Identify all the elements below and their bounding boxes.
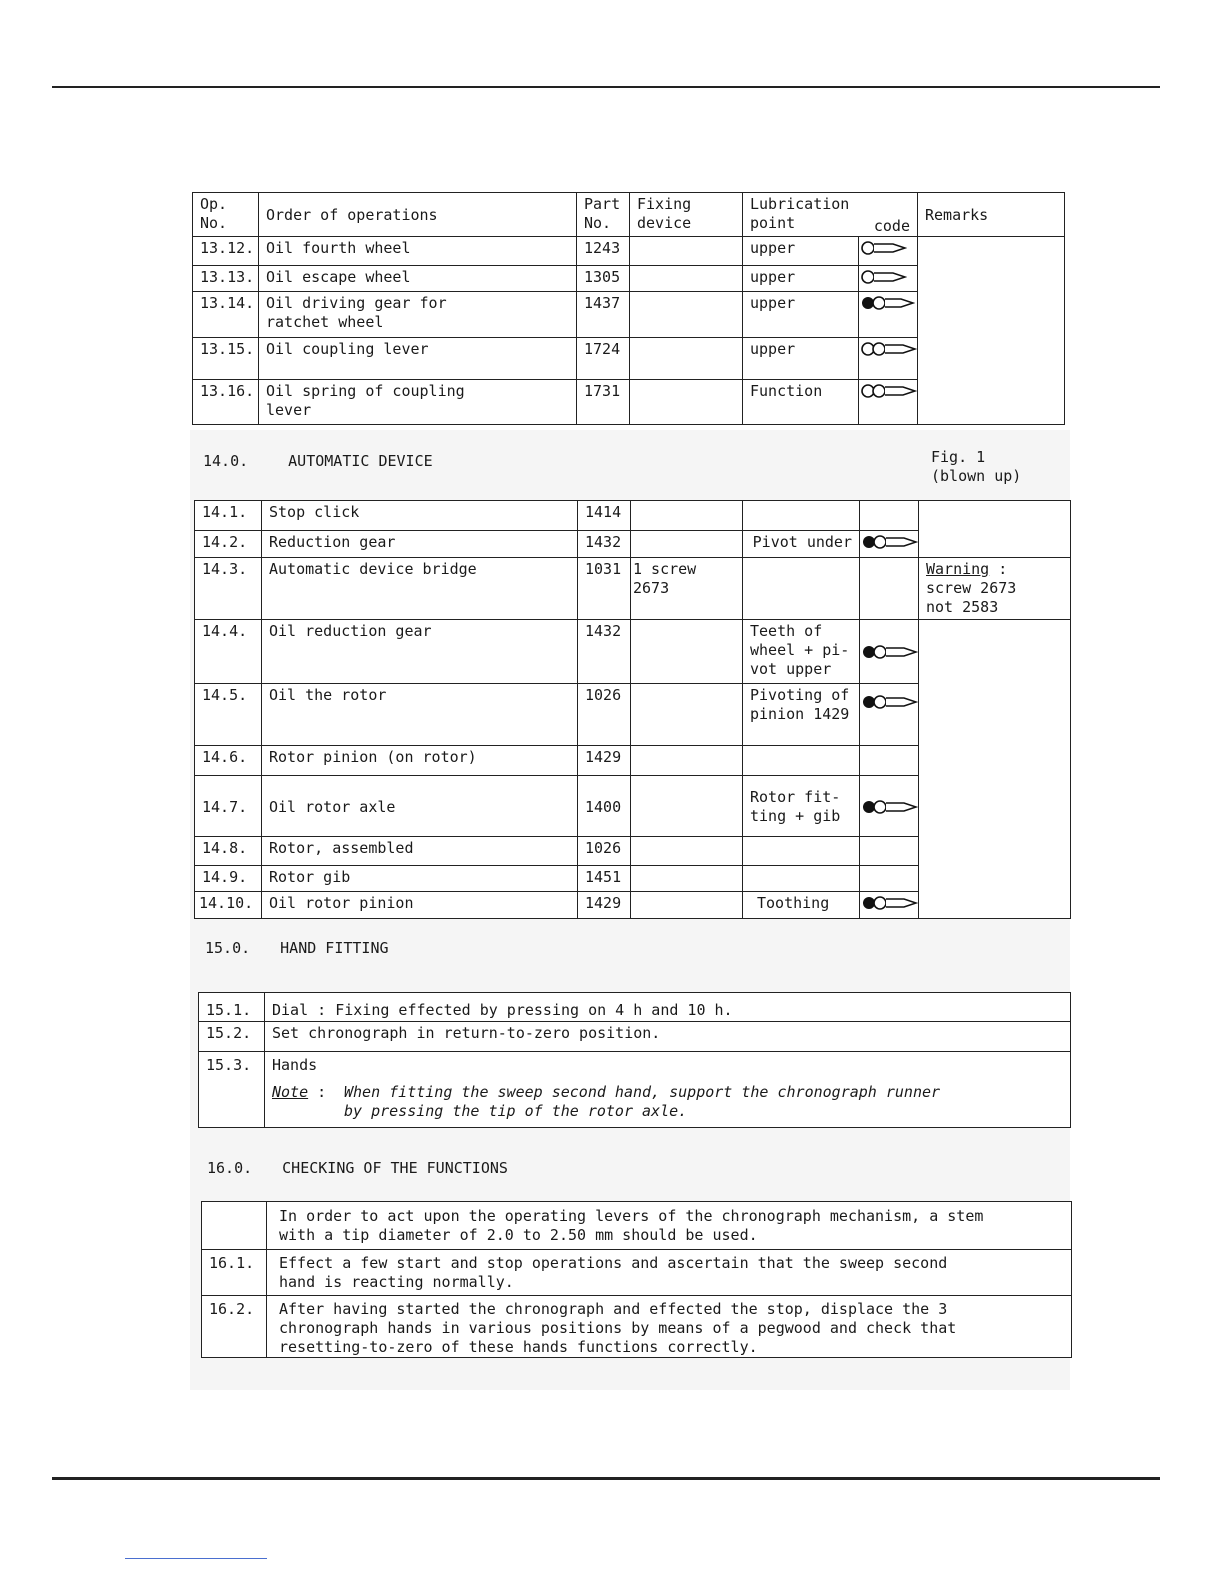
operation-text: Oil fourth wheel [259,237,577,266]
part-number: 1243 [577,237,630,266]
lubrication-code [860,837,919,866]
lubrication-point: upper [743,237,859,266]
fixing-device [630,338,743,380]
table-row [202,1296,1072,1358]
lubrication-point [743,501,860,531]
operation-text [265,1052,1071,1128]
lubrication-point [743,837,860,866]
op-number: 16.1. [202,1250,267,1296]
fixing-device [630,292,743,338]
top-rule [52,86,1160,88]
hand-fitting-table [198,992,1071,1128]
header-remarks: Remarks [918,193,1065,237]
table-row [195,501,1071,531]
lubrication-code [859,237,918,266]
part-number: 1724 [577,338,630,380]
section-title: HAND FITTING [280,939,389,957]
operation-text: Rotor pinion (on rotor) [262,746,578,776]
operations-table-13 [192,192,1065,425]
operation-text: Rotor gib [262,866,578,892]
warning-text: : screw 2673 not 2583 [926,560,1017,616]
lubrication-code [860,866,919,892]
op-number: 14.10. [195,892,262,919]
operation-text: Rotor, assembled [262,837,578,866]
op-number: 14.6. [195,746,262,776]
table-row [199,1052,1071,1128]
lubrication-point [743,558,860,620]
op-number: 15.3. [199,1052,265,1128]
figure-reference: Fig. 1 (blown up) [931,448,1022,485]
op-number: 13.12. [193,237,259,266]
operation-text: Reduction gear [262,531,578,558]
operation-text: Oil driving gear for ratchet wheel [259,292,577,338]
operation-text: Automatic device bridge [262,558,578,620]
header-lubrication-code: code [859,193,918,237]
footer-link-line [125,1558,267,1559]
part-number: 1432 [578,620,631,684]
table-row [193,237,1065,266]
lubrication-code [860,558,919,620]
operation-text: Oil spring of coupling lever [259,380,577,425]
oil-symbol-filled-open-icon [860,799,918,817]
operation-text: Dial : Fixing effected by pressing on 4 h and 10 h. [265,993,1071,1022]
op-number: 15.1. [199,993,265,1022]
fixing-device [631,892,743,919]
fixing-device [631,620,743,684]
operation-text: Oil reduction gear [262,620,578,684]
part-number: 1429 [578,746,631,776]
table-row [202,1250,1072,1296]
lubrication-point: Function [743,380,859,425]
oil-symbol-filled-open-icon [860,694,918,712]
lubrication-point: Toothing [743,892,860,919]
section-number: 14.0. [203,452,249,470]
lubrication-point: Pivoting of pinion 1429 [743,684,860,746]
header-op-no: Op. No. [193,193,259,237]
op-number: 15.2. [199,1022,265,1052]
lubrication-code [859,292,918,338]
section-number: 15.0. [205,939,251,957]
operation-text: Oil the rotor [262,684,578,746]
operation-text: Oil coupling lever [259,338,577,380]
checking-functions-table [201,1201,1072,1358]
remarks-cell [919,620,1071,919]
lubrication-point [743,746,860,776]
remarks-cell [919,501,1071,558]
oil-symbol-filled-open-icon [860,644,918,662]
operation-text: Oil rotor axle [262,776,578,837]
op-number: 13.14. [193,292,259,338]
operation-text: Stop click [262,501,578,531]
op-number: 14.3. [195,558,262,620]
part-number: 1451 [578,866,631,892]
table-row [202,1202,1072,1250]
fixing-device [631,531,743,558]
part-number: 1305 [577,266,630,292]
part-number: 1031 [578,558,631,620]
lubrication-point: upper [743,292,859,338]
fixing-device [631,501,743,531]
header-lubrication-point: Lubrication point [743,193,859,237]
lubrication-code [860,776,919,837]
op-number: 14.8. [195,837,262,866]
part-number: 1432 [578,531,631,558]
table-header-row [193,193,1065,237]
op-number: 13.15. [193,338,259,380]
section-number: 16.0. [207,1159,253,1177]
note-block [272,1083,1063,1121]
warning-label: Warning [926,560,990,578]
lubrication-point: upper [743,266,859,292]
oil-symbol-2-open-icon [859,383,917,401]
oil-symbol-filled-open-icon [859,295,917,313]
part-number: 1414 [578,501,631,531]
op-number: 13.13. [193,266,259,292]
fixing-device [630,237,743,266]
part-number: 1429 [578,892,631,919]
operation-text: Oil escape wheel [259,266,577,292]
oil-symbol-2-open-icon [859,341,917,359]
part-number: 1731 [577,380,630,425]
lubrication-code [860,531,919,558]
lubrication-code [859,266,918,292]
operations-table-14 [194,500,1071,919]
op-number: 14.2. [195,531,262,558]
section-16-heading [207,1159,508,1177]
operation-text: In order to act upon the operating levers of the chronograph mechanism, a stem with a tip diameter of 2.0 to 2.50 mm should be used. [267,1202,1072,1250]
lubrication-code [860,501,919,531]
fixing-device [631,684,743,746]
part-number: 1437 [577,292,630,338]
lubrication-point: Teeth of wheel + pi- vot upper [743,620,860,684]
operation-text: Oil rotor pinion [262,892,578,919]
lubrication-code [860,892,919,919]
header-order: Order of operations [259,193,577,237]
lubrication-code [860,746,919,776]
op-number: 14.5. [195,684,262,746]
lubrication-point: Pivot under [743,531,860,558]
fixing-device [631,746,743,776]
section-title: AUTOMATIC DEVICE [288,452,433,470]
part-number: 1400 [578,776,631,837]
part-number: 1026 [578,684,631,746]
lubrication-point: upper [743,338,859,380]
op-number: 14.9. [195,866,262,892]
lubrication-code [860,684,919,746]
fixing-device [630,380,743,425]
section-14-heading [203,452,433,470]
hands-label: Hands [272,1056,318,1074]
table-row [195,620,1071,684]
lubrication-point: Rotor fit- ting + gib [743,776,860,837]
table-row [199,1022,1071,1052]
part-number: 1026 [578,837,631,866]
op-number: 13.16. [193,380,259,425]
op-number: 16.2. [202,1296,267,1358]
fixing-device [631,866,743,892]
operation-text: Effect a few start and stop operations and ascertain that the sweep second hand is reacting normally. [267,1250,1072,1296]
remarks-cell [918,237,1065,425]
operation-text: After having started the chronograph and effected the stop, displace the 3 chronograph hands in various positions by means of a pegwood and check that resetting-to-zero of these hands functions correctly. [267,1296,1072,1358]
note-label-group [272,1083,344,1121]
op-number [202,1202,267,1250]
fixing-device [631,776,743,837]
oil-symbol-filled-open-icon [860,895,918,913]
remarks-cell [919,558,1071,620]
fixing-device [630,266,743,292]
op-number: 14.7. [195,776,262,837]
lubrication-point [743,866,860,892]
bottom-rule [52,1477,1160,1480]
section-title: CHECKING OF THE FUNCTIONS [282,1159,508,1177]
fixing-device: 1 screw 2673 [631,558,743,620]
op-number: 14.1. [195,501,262,531]
fixing-device [631,837,743,866]
operation-text: Set chronograph in return-to-zero position. [265,1022,1071,1052]
note-separator: : [308,1083,327,1101]
oil-symbol-1-open-icon [859,240,917,258]
lubrication-code [859,338,918,380]
oil-symbol-1-open-icon [859,269,917,287]
lubrication-code [860,620,919,684]
note-text: When fitting the sweep second hand, support the chronograph runner by pressing the tip of the rotor axle. [344,1083,941,1120]
oil-symbol-filled-open-icon [860,534,918,552]
lubrication-code [859,380,918,425]
header-part-no: Part No. [577,193,630,237]
table-row [199,993,1071,1022]
header-fixing-device: Fixing device [630,193,743,237]
table-row [195,558,1071,620]
op-number: 14.4. [195,620,262,684]
note-label: Note [272,1083,309,1101]
section-15-heading [205,939,389,957]
